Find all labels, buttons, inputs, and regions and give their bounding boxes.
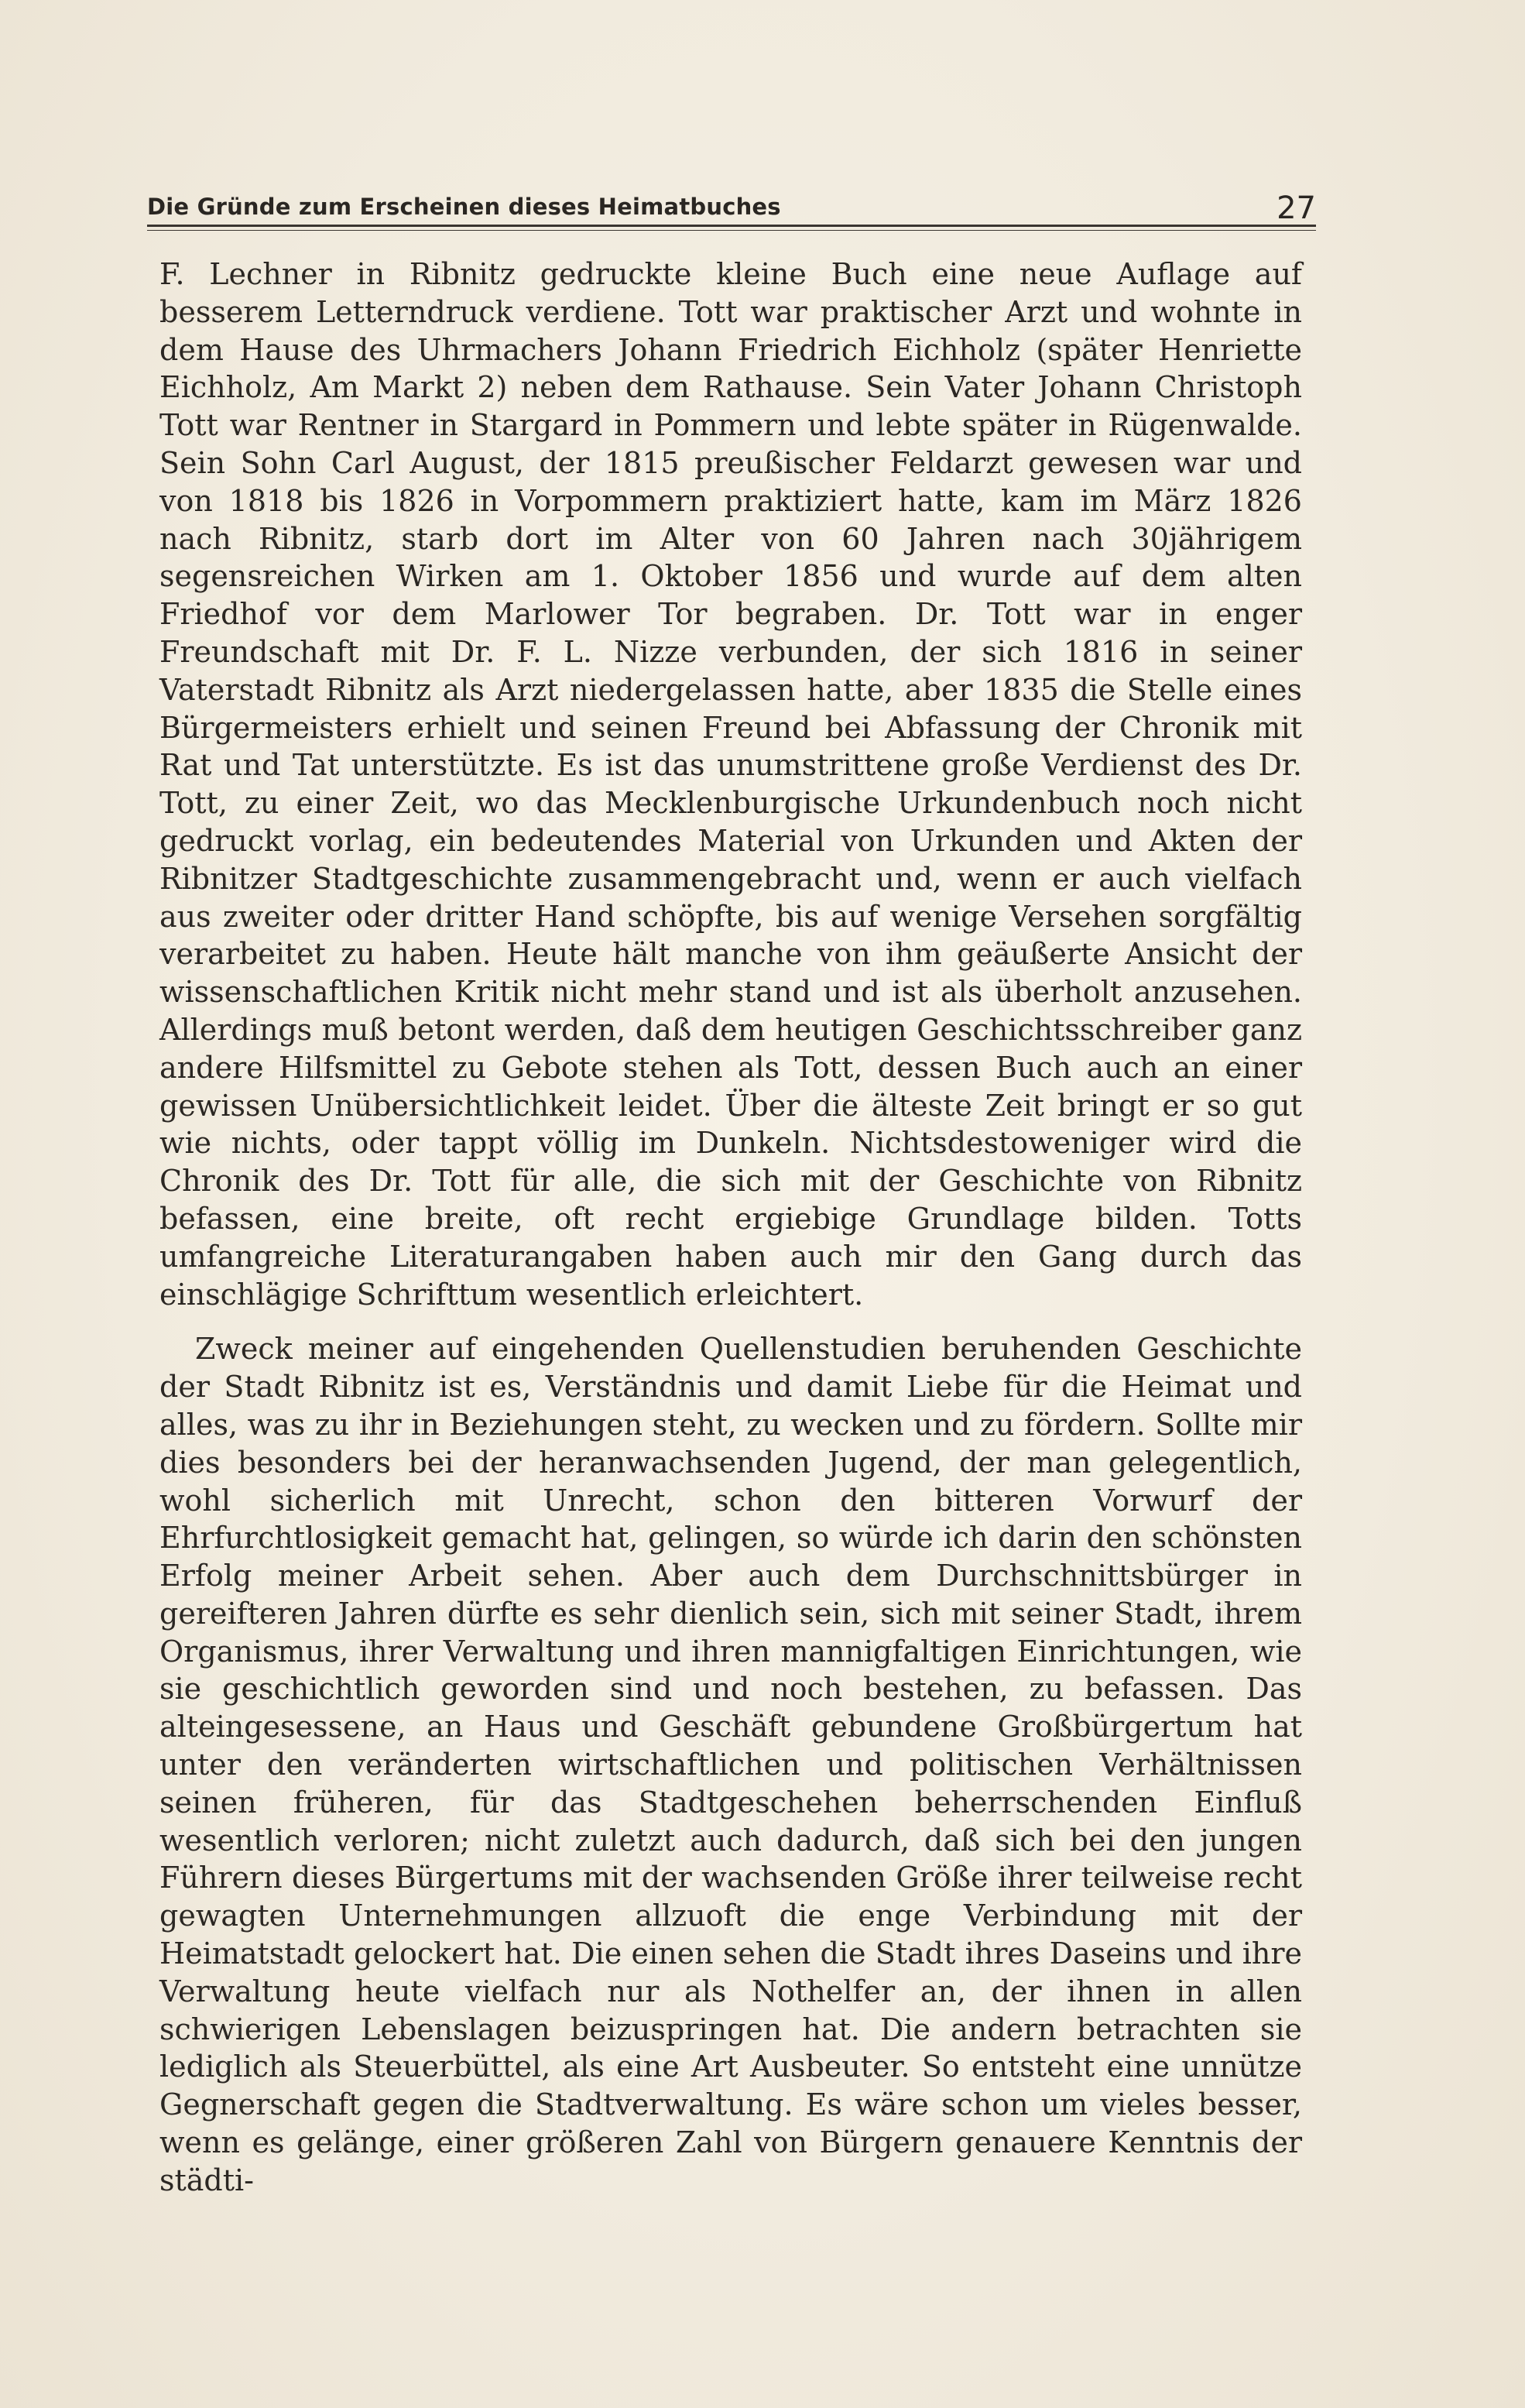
paragraph-1: F. Lechner in Ribnitz gedruckte kleine Buch eine neue Auflage auf besserem Letterndruck verdiene. Tott war praktischer Arzt und wohnte in dem Hause des Uhrmachers Johann Friedrich Eichholz (später Henriette Eichholz, Am Markt 2) neben dem Rathause. Sein Vater Johann Christoph Tott war Rentner in Stargard in Pommern und lebte später in Rügenwalde. Sein Sohn Carl August, der 1815 preußischer Feldarzt gewesen war und von 1818 bis 1826 in Vorpommern praktiziert hatte, kam im März 1826 nach Ribnitz, starb dort im Alter von 60 Jahren nach 30jährigem segensreichen Wirken am 1. Oktober 1856 und wurde auf dem alten Friedhof vor dem Marlower Tor begraben. Dr. Tott war in enger Freundschaft mit Dr. F. L. Nizze verbunden, der sich 1816 in seiner Vaterstadt Ribnitz als Arzt niedergelassen hatte, aber 1835 die Stelle eines Bürgermeisters erhielt und seinen Freund bei Abfassung der Chronik mit Rat und Tat unterstützte. Es ist das unumstrittene große Verdienst des Dr. Tott, zu einer Zeit, wo das Mecklenburgische Urkundenbuch noch nicht gedruckt vorlag, ein bedeutendes Material von Urkunden und Akten der Ribnitzer Stadtgeschichte zusammengebracht und, wenn er auch vielfach aus zweiter oder dritter Hand schöpfte, bis auf wenige Versehen sorgfältig verarbeitet zu haben. Heute hält manche von ihm geäußerte Ansicht der wissenschaftlichen Kritik nicht mehr stand und ist als überholt anzusehen. Allerdings muß betont werden, daß dem heutigen Geschichtsschreiber ganz andere Hilfsmittel zu Gebote stehen als Tott, dessen Buch auch an einer gewissen Unübersichtlichkeit leidet. Über die älteste Zeit bringt er so gut wie nichts, oder tappt völlig im Dunkeln. Nichtsdestoweniger wird die Chronik des Dr. Tott für alle, die sich mit der Geschichte von Ribnitz befassen, eine breite, oft recht ergiebige Grundlage bilden. Totts umfangreiche Literaturangaben haben auch mir den Gang durch das einschlägige Schrifttum wesentlich erleichtert. [159, 257, 1302, 1312]
paragraph-2: Zweck meiner auf eingehenden Quellenstudien beruhenden Geschichte der Stadt Ribnitz ist es, Verständnis und damit Liebe für die Heimat und alles, was zu ihr in Beziehungen steht, zu wecken und zu fördern. Sollte mir dies besonders bei der heranwachsenden Jugend, der man gelegentlich, wohl sicherlich mit Unrecht, schon den bitteren Vorwurf der Ehrfurchtlosigkeit gemacht hat, gelingen, so würde ich darin den schönsten Erfolg meiner Arbeit sehen. Aber auch dem Durchschnittsbürger in gereifteren Jahren dürfte es sehr dienlich sein, sich mit seiner Stadt, ihrem Organismus, ihrer Verwaltung und ihren mannigfaltigen Einrichtungen, wie sie geschichtlich geworden sind und noch bestehen, zu befassen. Das alteingesessene, an Haus und Geschäft gebundene Großbürgertum hat unter den veränderten wirtschaftlichen und politischen Verhältnissen seinen früheren, für das Stadtgeschehen beherrschenden Einfluß wesentlich verloren; nicht zuletzt auch dadurch, daß sich bei den jungen Führern dieses Bürgertums mit der wachsenden Größe ihrer teilweise recht gewagten Unternehmungen allzuoft die enge Verbindung mit der Heimatstadt gelockert hat. Die einen sehen die Stadt ihres Daseins und ihre Verwaltung heute vielfach nur als Nothelfer an, der ihnen in allen schwierigen Lebenslagen beizuspringen hat. Die andern betrachten sie lediglich als Steuerbüttel, als eine Art Ausbeuter. So entsteht eine unnütze Gegnerschaft gegen die Stadtverwaltung. Es wäre schon um vieles besser, wenn es gelänge, einer größeren Zahl von Bürgern genauere Kenntnis der städti- [159, 1332, 1302, 2197]
page-number: 27 [1277, 190, 1316, 226]
running-header [147, 184, 1316, 231]
header-rule-thick [147, 225, 1316, 227]
running-title: Die Gründe zum Erscheinen dieses Heimatbuches [147, 194, 781, 220]
header-rule-thin [147, 230, 1316, 231]
body-text [159, 256, 1302, 2200]
